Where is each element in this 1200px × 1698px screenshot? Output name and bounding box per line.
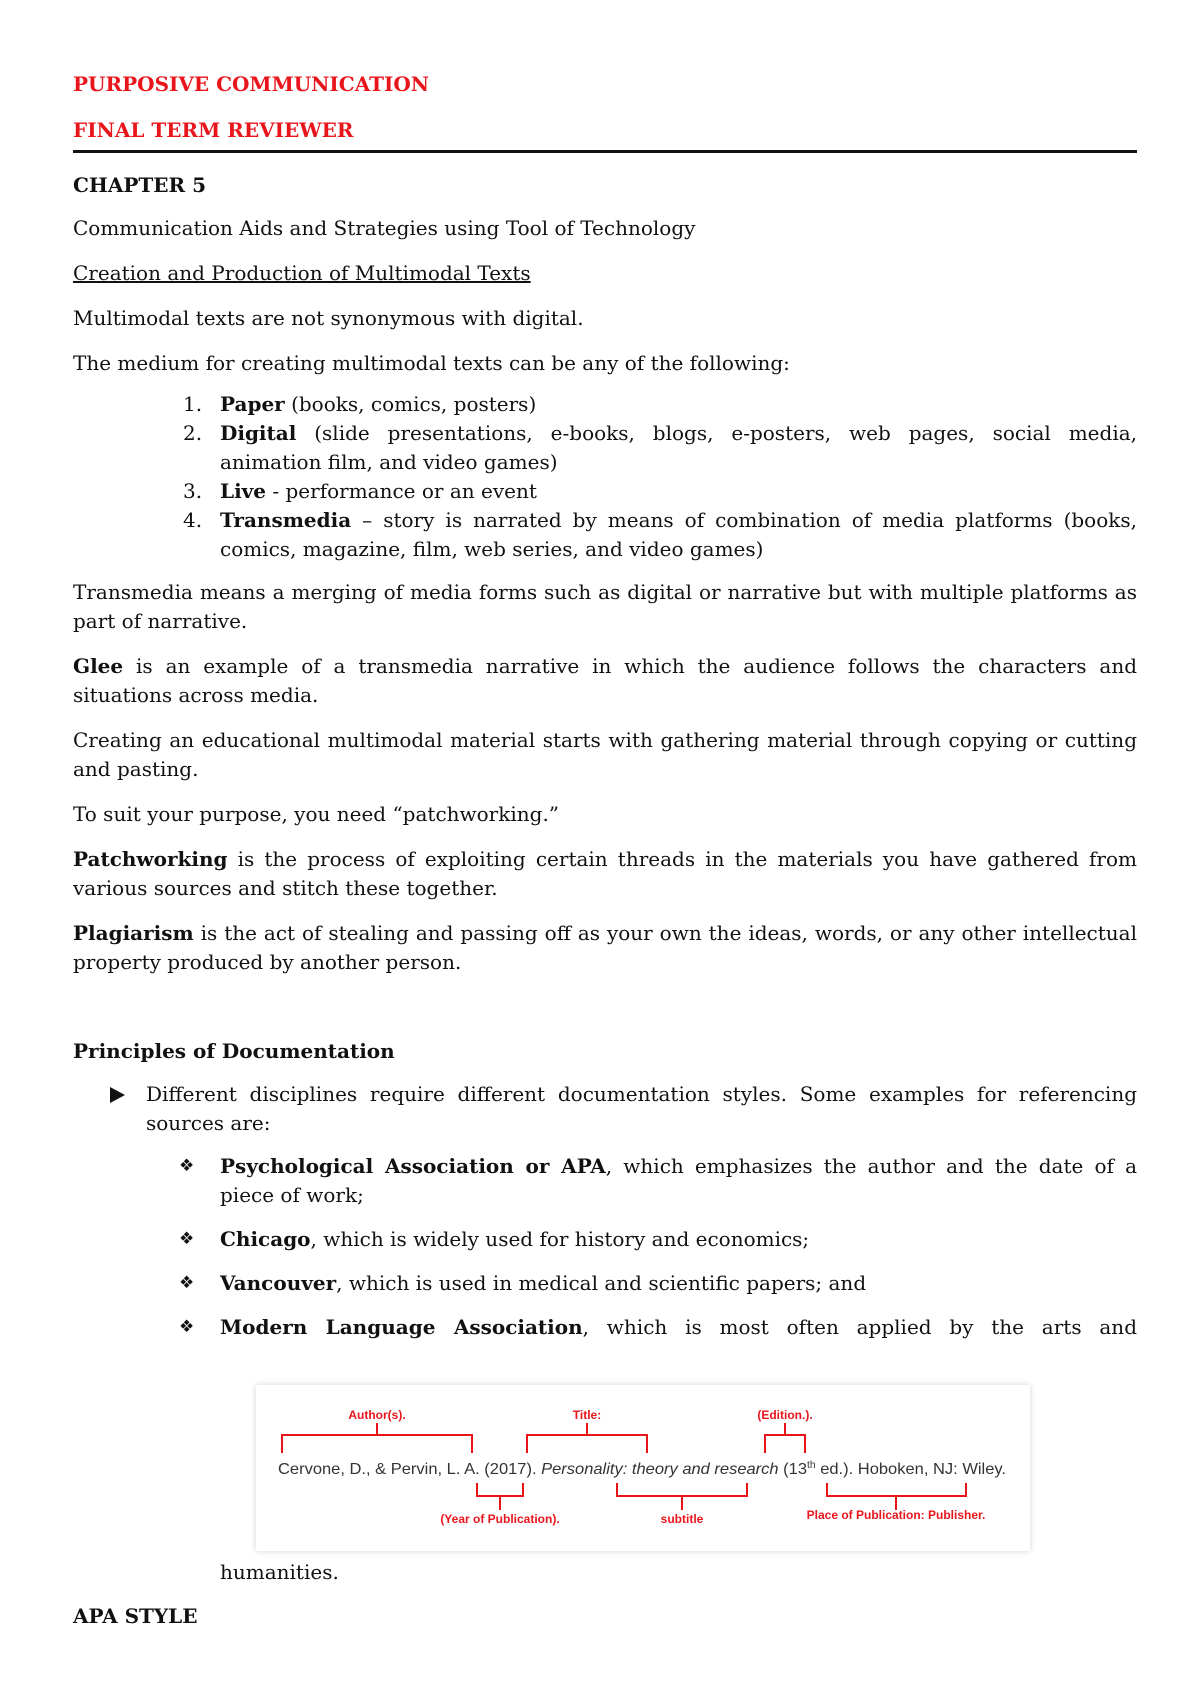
list-desc: (books, comics, posters) <box>284 392 537 416</box>
section-spacer <box>73 993 1137 1037</box>
label-authors: Author(s). <box>348 1408 406 1422</box>
media-list <box>73 390 1137 564</box>
list-item <box>73 1225 1137 1254</box>
style-desc: , which emphasizes the author and the date of a piece of work; <box>220 1154 1137 1207</box>
list-desc: – story is narrated by means of combination of media platforms (books, comics, magazine, film, web series, and video games) <box>220 508 1137 561</box>
patchworking-paragraph <box>73 845 1137 903</box>
list-item <box>73 506 1137 564</box>
diamond-bullet-icon: ❖ <box>179 1317 195 1337</box>
plagiarism-paragraph <box>73 919 1137 977</box>
citation-edition-close: ed.). Hoboken, NJ: Wiley. <box>815 1461 1001 1478</box>
place-bracket <box>827 1483 966 1496</box>
principles-title: Principles of Documentation <box>73 1039 395 1063</box>
subtitle-bracket <box>617 1483 747 1496</box>
style-term: Modern Language Association <box>220 1315 583 1339</box>
intro-paragraph-2: The medium for creating multimodal texts can be any of the following: <box>73 351 790 375</box>
transmedia-paragraph: Transmedia means a merging of media forms such as digital or narrative but with multiple platforms as part of narrative. <box>73 580 1137 633</box>
style-desc: , which is widely used for history and economics; <box>310 1227 810 1251</box>
citation-edition-open: (13 <box>778 1461 807 1478</box>
apa-citation-figure <box>256 1385 1030 1551</box>
list-number: 3. <box>183 479 203 503</box>
list-item <box>73 1313 1137 1342</box>
list-number: 1. <box>183 392 203 416</box>
list-item <box>73 1269 1137 1298</box>
title-bracket <box>527 1435 647 1453</box>
patchworking-term: Patchworking <box>73 847 228 871</box>
principles-intro-text: Different disciplines require different documentation styles. Some examples for referencing sources are: <box>146 1082 1137 1135</box>
list-term: Paper <box>220 392 285 416</box>
term-title: FINAL TERM REVIEWER <box>73 118 354 142</box>
list-item <box>73 419 1137 477</box>
arrow-bullet-icon <box>110 1087 125 1103</box>
list-item <box>73 390 1137 419</box>
principles-intro <box>73 1080 1137 1138</box>
list-item <box>73 477 1137 506</box>
glee-paragraph <box>73 652 1137 710</box>
styles-continuation: humanities. <box>220 1560 339 1584</box>
citation-title: Personality: theory and research <box>541 1461 772 1478</box>
chapter-subtopic: Creation and Production of Multimodal Texts <box>73 261 531 285</box>
citation-authors: Cervone, D., & Pervin, L. A. (2017). <box>278 1461 534 1478</box>
list-term: Transmedia <box>220 508 352 532</box>
chapter-topic: Communication Aids and Strategies using Tool of Technology <box>73 216 696 240</box>
intro-paragraph-1: Multimodal texts are not synonymous with digital. <box>73 306 584 330</box>
list-term: Live <box>220 479 267 503</box>
authors-bracket <box>282 1435 472 1453</box>
list-number: 2. <box>183 421 203 445</box>
label-place: Place of Publication: Publisher. <box>806 1508 986 1522</box>
apa-style-heading: APA STYLE <box>73 1604 198 1628</box>
glee-text: is an example of a transmedia narrative in which the audience follows the characters and situations across media. <box>73 654 1137 707</box>
style-term: Psychological Association or APA <box>220 1154 606 1178</box>
diamond-bullet-icon: ❖ <box>179 1273 195 1293</box>
chapter-label: CHAPTER 5 <box>73 173 206 197</box>
style-desc: , which is used in medical and scientific papers; and <box>336 1271 867 1295</box>
glee-term: Glee <box>73 654 124 678</box>
label-edition: (Edition.). <box>757 1408 813 1422</box>
diamond-bullet-icon: ❖ <box>179 1156 195 1176</box>
year-bracket <box>477 1483 523 1496</box>
style-term: Chicago <box>220 1227 311 1251</box>
citation-diagram <box>256 1385 1030 1551</box>
course-title: PURPOSIVE COMMUNICATION <box>73 72 430 96</box>
plagiarism-term: Plagiarism <box>73 921 194 945</box>
edition-bracket <box>765 1435 805 1453</box>
patchworking-text: is the process of exploiting certain threads in the materials you have gathered from various sources and stitch these together. <box>73 847 1137 900</box>
style-desc: , which is most often applied by the arts and <box>582 1315 1137 1339</box>
header-rule <box>73 150 1137 153</box>
list-number: 4. <box>183 508 203 532</box>
citation-text <box>278 1460 1006 1478</box>
plagiarism-text: is the act of stealing and passing off as your own the ideas, words, or any other intellectual property produced by another person. <box>73 921 1137 974</box>
suit-paragraph: To suit your purpose, you need “patchworking.” <box>73 802 560 826</box>
list-desc: (slide presentations, e-books, blogs, e-posters, web pages, social media, animation film, and video games) <box>220 421 1137 474</box>
list-desc: - performance or an event <box>266 479 537 503</box>
label-title: Title: <box>572 1408 602 1422</box>
style-term: Vancouver <box>220 1271 337 1295</box>
list-item <box>73 1152 1137 1210</box>
creating-paragraph: Creating an educational multimodal material starts with gathering material through copying or cutting and pasting. <box>73 728 1137 781</box>
diamond-bullet-icon: ❖ <box>179 1229 195 1249</box>
document-body <box>73 70 1137 1357</box>
styles-list <box>73 1152 1137 1342</box>
list-term: Digital <box>220 421 297 445</box>
citation-superscript: th <box>807 1460 816 1471</box>
label-subtitle: subtitle <box>660 1512 704 1526</box>
label-year: (Year of Publication). <box>440 1512 560 1526</box>
